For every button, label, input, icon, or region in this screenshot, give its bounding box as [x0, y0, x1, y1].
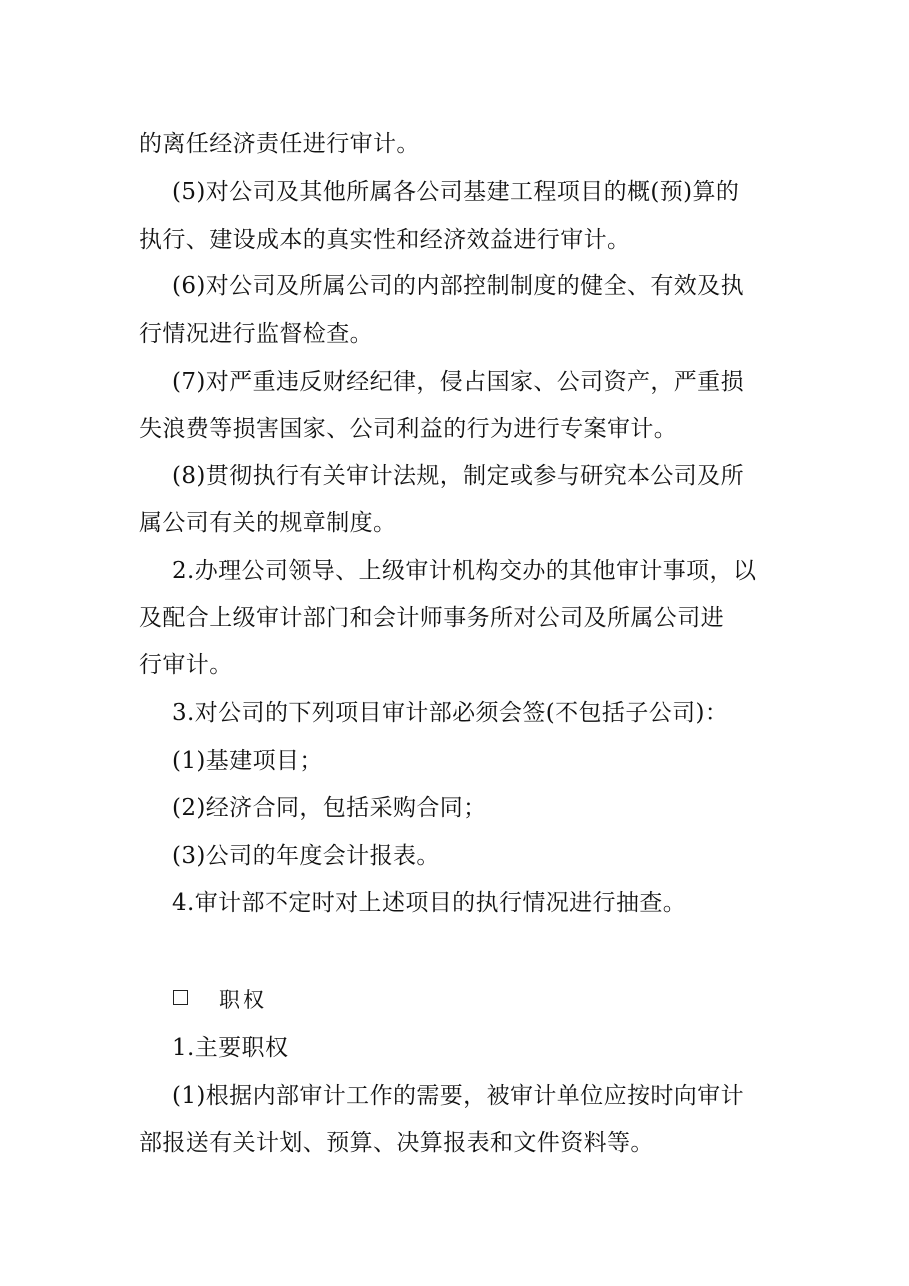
- paragraph-line: 行情况进行监督检查。: [139, 321, 373, 347]
- paragraph-line: 的离任经济责任进行审计。: [139, 131, 420, 157]
- paragraph-line: 1.主要职权: [172, 1035, 289, 1061]
- paragraph-line: (8)贯彻执行有关审计法规，制定或参与研究本公司及所: [172, 463, 744, 489]
- paragraph-line: (1)基建项目；: [172, 748, 323, 774]
- paragraph-line: 部报送有关计划、预算、决算报表和文件资料等。: [139, 1130, 654, 1156]
- paragraph-line: 执行、建设成本的真实性和经济效益进行审计。: [139, 227, 631, 253]
- paragraph-line: 3.对公司的下列项目审计部必须会签(不包括子公司)：: [172, 700, 729, 726]
- checkbox-bullet-icon: [173, 990, 188, 1005]
- paragraph-line: 及配合上级审计部门和会计师事务所对公司及所属公司进: [139, 605, 724, 631]
- paragraph-line: 2.办理公司领导、上级审计机构交办的其他审计事项，以: [172, 558, 757, 584]
- paragraph-line: (5)对公司及其他所属各公司基建工程项目的概(预)算的: [172, 179, 740, 205]
- paragraph-line: 4.审计部不定时对上述项目的执行情况进行抽查。: [172, 890, 687, 916]
- paragraph-line: 行审计。: [139, 652, 233, 678]
- paragraph-line: (3)公司的年度会计报表。: [172, 843, 440, 869]
- paragraph-line: (6)对公司及所属公司的内部控制制度的健全、有效及执: [172, 273, 744, 299]
- paragraph-line: (2)经济合同，包括采购合同；: [172, 795, 487, 821]
- paragraph-line: 失浪费等损害国家、公司利益的行为进行专案审计。: [139, 416, 678, 442]
- paragraph-line: 属公司有关的规章制度。: [139, 510, 397, 536]
- section-heading: 职权: [219, 988, 267, 1012]
- paragraph-line: (1)根据内部审计工作的需要，被审计单位应按时向审计: [172, 1083, 744, 1109]
- paragraph-line: (7)对严重违反财经纪律，侵占国家、公司资产，严重损: [172, 369, 744, 395]
